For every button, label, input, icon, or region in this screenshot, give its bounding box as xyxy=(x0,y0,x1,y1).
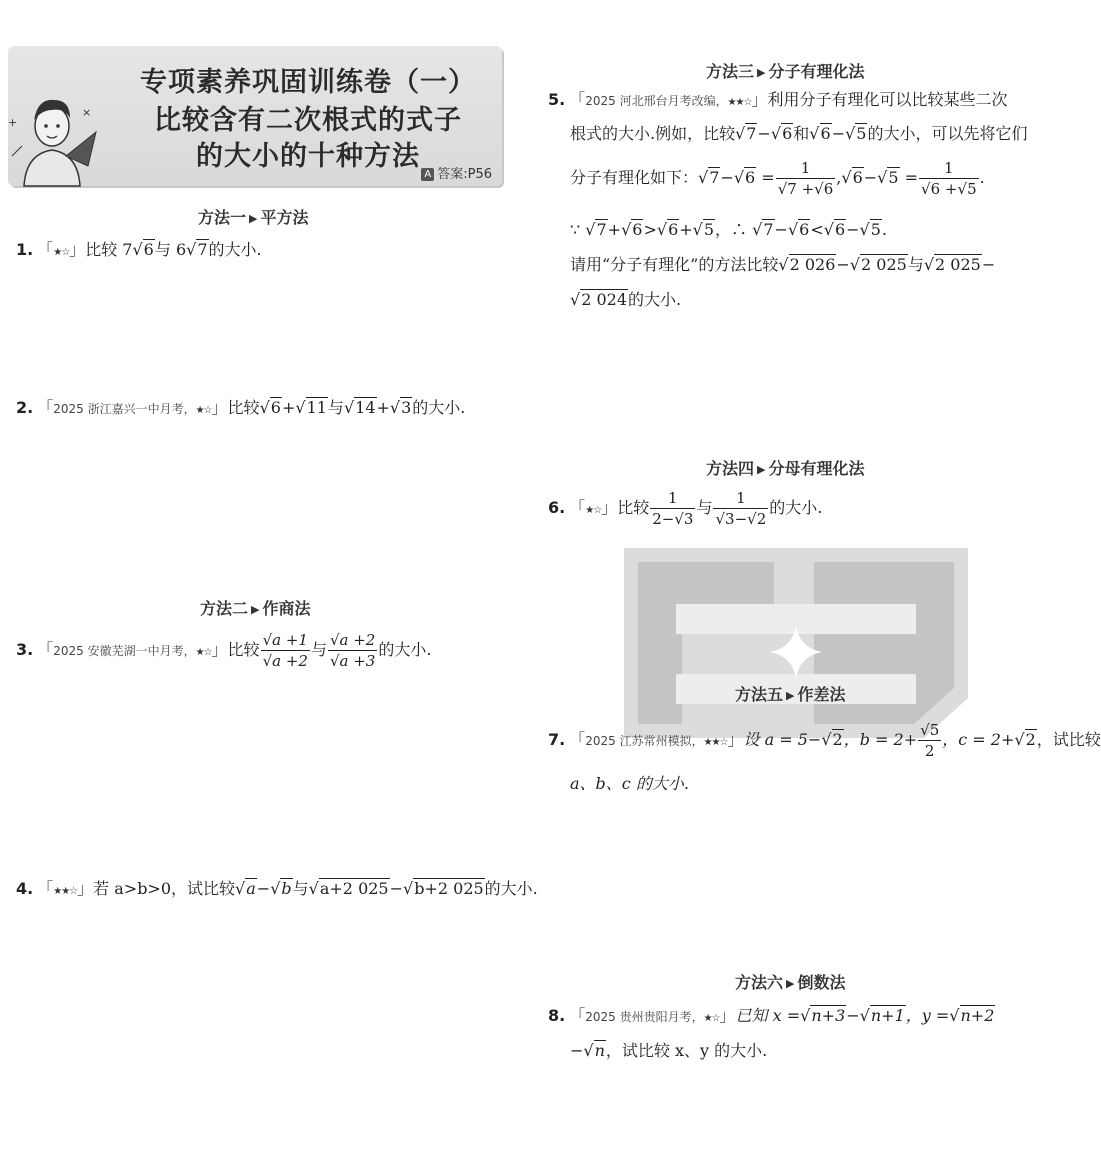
problem-text: ，y = xyxy=(905,1006,950,1025)
section-label: 分母有理化法 xyxy=(768,459,865,478)
problem-text: 和 xyxy=(793,124,810,143)
problem-text: 的大小. xyxy=(378,640,432,659)
problem-text: 比较 xyxy=(617,498,650,517)
section-method-4 xyxy=(706,456,865,479)
problem-text: 的大小，可以先将它们 xyxy=(867,124,1028,143)
problem-text: 设 a = 5− xyxy=(743,730,822,749)
section-name: 方法四 xyxy=(706,459,755,478)
title-line-3: 的大小的十种方法 xyxy=(196,141,420,172)
radical: √b+2 025 xyxy=(403,879,484,898)
problem-text: 比较 xyxy=(227,398,260,417)
problem-text: 的大小. xyxy=(412,398,466,417)
problem-7-line-2: a、b、c 的大小. xyxy=(570,774,689,793)
radical: √6 xyxy=(259,398,281,417)
problem-text: 与 xyxy=(696,498,713,517)
problem-3: 3. 「2025 安徽芜湖一中月考，★☆」比较 $\frac{√a +1}{√a +2}$ 与 $\frac{√a +2}{√a +3}$ 的大小. xyxy=(16,631,432,670)
problem-1: 1. 「★☆」比较 7√6与 6√7的大小. xyxy=(16,240,262,259)
problem-text: 的大小. xyxy=(628,290,682,309)
problem-number: 8. xyxy=(548,1006,566,1025)
section-label: 倒数法 xyxy=(797,973,846,992)
radical: √7 xyxy=(186,240,208,259)
answer-page: 答案:P56 xyxy=(437,167,492,182)
problem-7-line-1: 7. 「2025 江苏常州模拟，★★☆」设 a = 5−√2，b = 2+ $\frac{√5}{2}$ ，c = 2+√2，试比较 xyxy=(548,721,1101,760)
radical: √14 xyxy=(343,398,376,417)
section-name: 方法五 xyxy=(735,685,784,704)
problem-text: 的大小. xyxy=(484,879,538,898)
student-illustration-icon xyxy=(4,86,114,186)
svg-text:×: × xyxy=(82,106,92,119)
title-line-2: 比较含有二次根式的式子 xyxy=(154,105,462,136)
problem-text: ，试比较 xyxy=(1036,730,1101,749)
section-name: 方法二 xyxy=(200,599,249,618)
problem-text: 根式的大小.例如，比较 xyxy=(570,124,736,143)
problem-text: 利用分子有理化可以比较某些二次 xyxy=(767,90,1008,109)
triangle-right-icon: ▶ xyxy=(251,603,260,616)
radical: √a+2 025 xyxy=(308,879,389,898)
fraction: $\frac{1}{2-√3}$ xyxy=(652,489,694,528)
title-line-1: 专项素养巩固训练卷（一） xyxy=(140,67,476,98)
problem-text: ，c = 2+ xyxy=(942,730,1015,749)
section-label: 平方法 xyxy=(260,208,309,227)
title-banner xyxy=(8,46,502,186)
fraction: $\frac{1}{√3-√2}$ xyxy=(715,489,767,528)
radical: √11 xyxy=(295,398,327,417)
problem-source: 2025 河北邢台月考改编， xyxy=(585,94,728,108)
difficulty-stars: ★★☆ xyxy=(727,97,752,108)
section-method-1 xyxy=(198,205,309,228)
difficulty-stars: ★☆ xyxy=(53,247,70,258)
fraction: $\frac{1}{√6 +√5}$ xyxy=(921,159,977,198)
problem-number: 5. xyxy=(548,90,566,109)
section-method-6 xyxy=(735,970,846,993)
triangle-right-icon: ▶ xyxy=(757,66,766,79)
problem-text: 与 xyxy=(327,398,344,417)
problem-2: 2. 「2025 浙江嘉兴一中月考，★☆」比较√6+√11与√14+√3的大小. xyxy=(16,398,466,417)
radical: √3 xyxy=(389,398,412,417)
triangle-right-icon: ▶ xyxy=(786,689,795,702)
problem-text: 比较 xyxy=(227,640,260,659)
section-label: 作商法 xyxy=(262,599,311,618)
triangle-right-icon: ▶ xyxy=(786,977,795,990)
watermark-logo-icon xyxy=(624,548,968,738)
problem-number: 2. xyxy=(16,398,34,417)
difficulty-stars: ★★☆ xyxy=(703,737,728,748)
difficulty-stars: ★☆ xyxy=(585,505,602,516)
problem-5-line-1: 5. 「2025 河北邢台月考改编，★★☆」利用分子有理化可以比较某些二次 xyxy=(548,90,1008,109)
problem-text: 请用“分子有理化”的方法比较 xyxy=(570,255,779,274)
problem-text: ，试比较 x、y 的大小. xyxy=(605,1041,768,1060)
problem-text: 已知 x = xyxy=(735,1006,801,1025)
triangle-right-icon: ▶ xyxy=(249,212,258,225)
problem-6: 6. 「★☆」比较 $\frac{1}{2-√3}$ 与 $\frac{1}{√3-√2}$ 的大小. xyxy=(548,489,823,528)
problem-5-line-3: 分子有理化如下：√7−√6 = $\frac{1}{√7 +√6}$ ,√6−√5 = $\frac{1}{√6 +√5}$ . xyxy=(570,159,985,198)
difficulty-stars: ★☆ xyxy=(195,647,212,658)
section-name: 方法六 xyxy=(735,973,784,992)
difficulty-stars: ★★☆ xyxy=(53,886,78,897)
problem-5-line-6: √2 024的大小. xyxy=(570,290,682,309)
fraction: $\frac{√a +2}{√a +3}$ xyxy=(329,631,376,670)
section-name: 方法一 xyxy=(198,208,247,227)
problem-number: 3. xyxy=(16,640,34,659)
section-method-2 xyxy=(200,596,311,619)
problem-text: 若 a>b>0，试比较 xyxy=(93,879,236,898)
problem-5-line-5: 请用“分子有理化”的方法比较√2 026−√2 025与√2 025− xyxy=(570,255,996,274)
section-name: 方法三 xyxy=(706,62,755,81)
problem-number: 6. xyxy=(548,498,566,517)
difficulty-stars: ★☆ xyxy=(703,1013,720,1024)
problem-text: 与 6 xyxy=(154,240,187,259)
triangle-right-icon: ▶ xyxy=(757,463,766,476)
fraction: $\frac{√5}{2}$ xyxy=(920,721,940,760)
problem-number: 1. xyxy=(16,240,34,259)
problem-number: 4. xyxy=(16,879,34,898)
problem-5-line-2: 根式的大小.例如，比较√7−√6和√6−√5的大小，可以先将它们 xyxy=(570,124,1028,143)
problem-source: 2025 江苏常州模拟， xyxy=(585,734,704,748)
problem-text: 的大小. xyxy=(769,498,823,517)
problem-text: ，b = 2+ xyxy=(843,730,918,749)
problem-text: 与 xyxy=(907,255,924,274)
problem-source: 2025 浙江嘉兴一中月考， xyxy=(53,402,196,416)
fraction: $\frac{√a +1}{√a +2}$ xyxy=(262,631,308,670)
problem-5-line-4: ∵ √7+√6>√6+√5，∴ √7−√6<√6−√5. xyxy=(570,220,888,239)
problem-source: 2025 安徽芜湖一中月考， xyxy=(53,644,196,658)
radical: √6 xyxy=(132,240,154,259)
difficulty-stars: ★☆ xyxy=(195,405,212,416)
section-label: 作差法 xyxy=(797,685,846,704)
section-method-5 xyxy=(735,682,846,705)
problem-text: 分子有理化如下： xyxy=(570,168,699,187)
problem-text: 比较 7 xyxy=(85,240,133,259)
problem-text: 与 xyxy=(292,879,309,898)
answer-tag: A xyxy=(421,168,434,181)
section-label: 分子有理化法 xyxy=(768,62,865,81)
problem-source: 2025 贵州贵阳月考， xyxy=(585,1010,704,1024)
radical: √b xyxy=(270,879,292,898)
problem-4: 4. 「★★☆」若 a>b>0，试比较√a−√b与√a+2 025−√b+2 025的大小. xyxy=(16,879,538,898)
problem-8-line-1: 8. 「2025 贵州贵阳月考，★☆」已知 x =√n+3−√n+1，y =√n+2 xyxy=(548,1006,995,1025)
problem-text: 与 xyxy=(310,640,327,659)
radical: √a xyxy=(235,879,256,898)
svg-text:+: + xyxy=(8,116,18,129)
problem-8-line-2: −√n，试比较 x、y 的大小. xyxy=(570,1041,768,1060)
fraction: $\frac{1}{√7 +√6}$ xyxy=(777,159,834,198)
problem-text: 的大小. xyxy=(208,240,262,259)
problem-number: 7. xyxy=(548,730,566,749)
section-method-3 xyxy=(706,59,865,82)
answer-reference xyxy=(421,163,492,182)
